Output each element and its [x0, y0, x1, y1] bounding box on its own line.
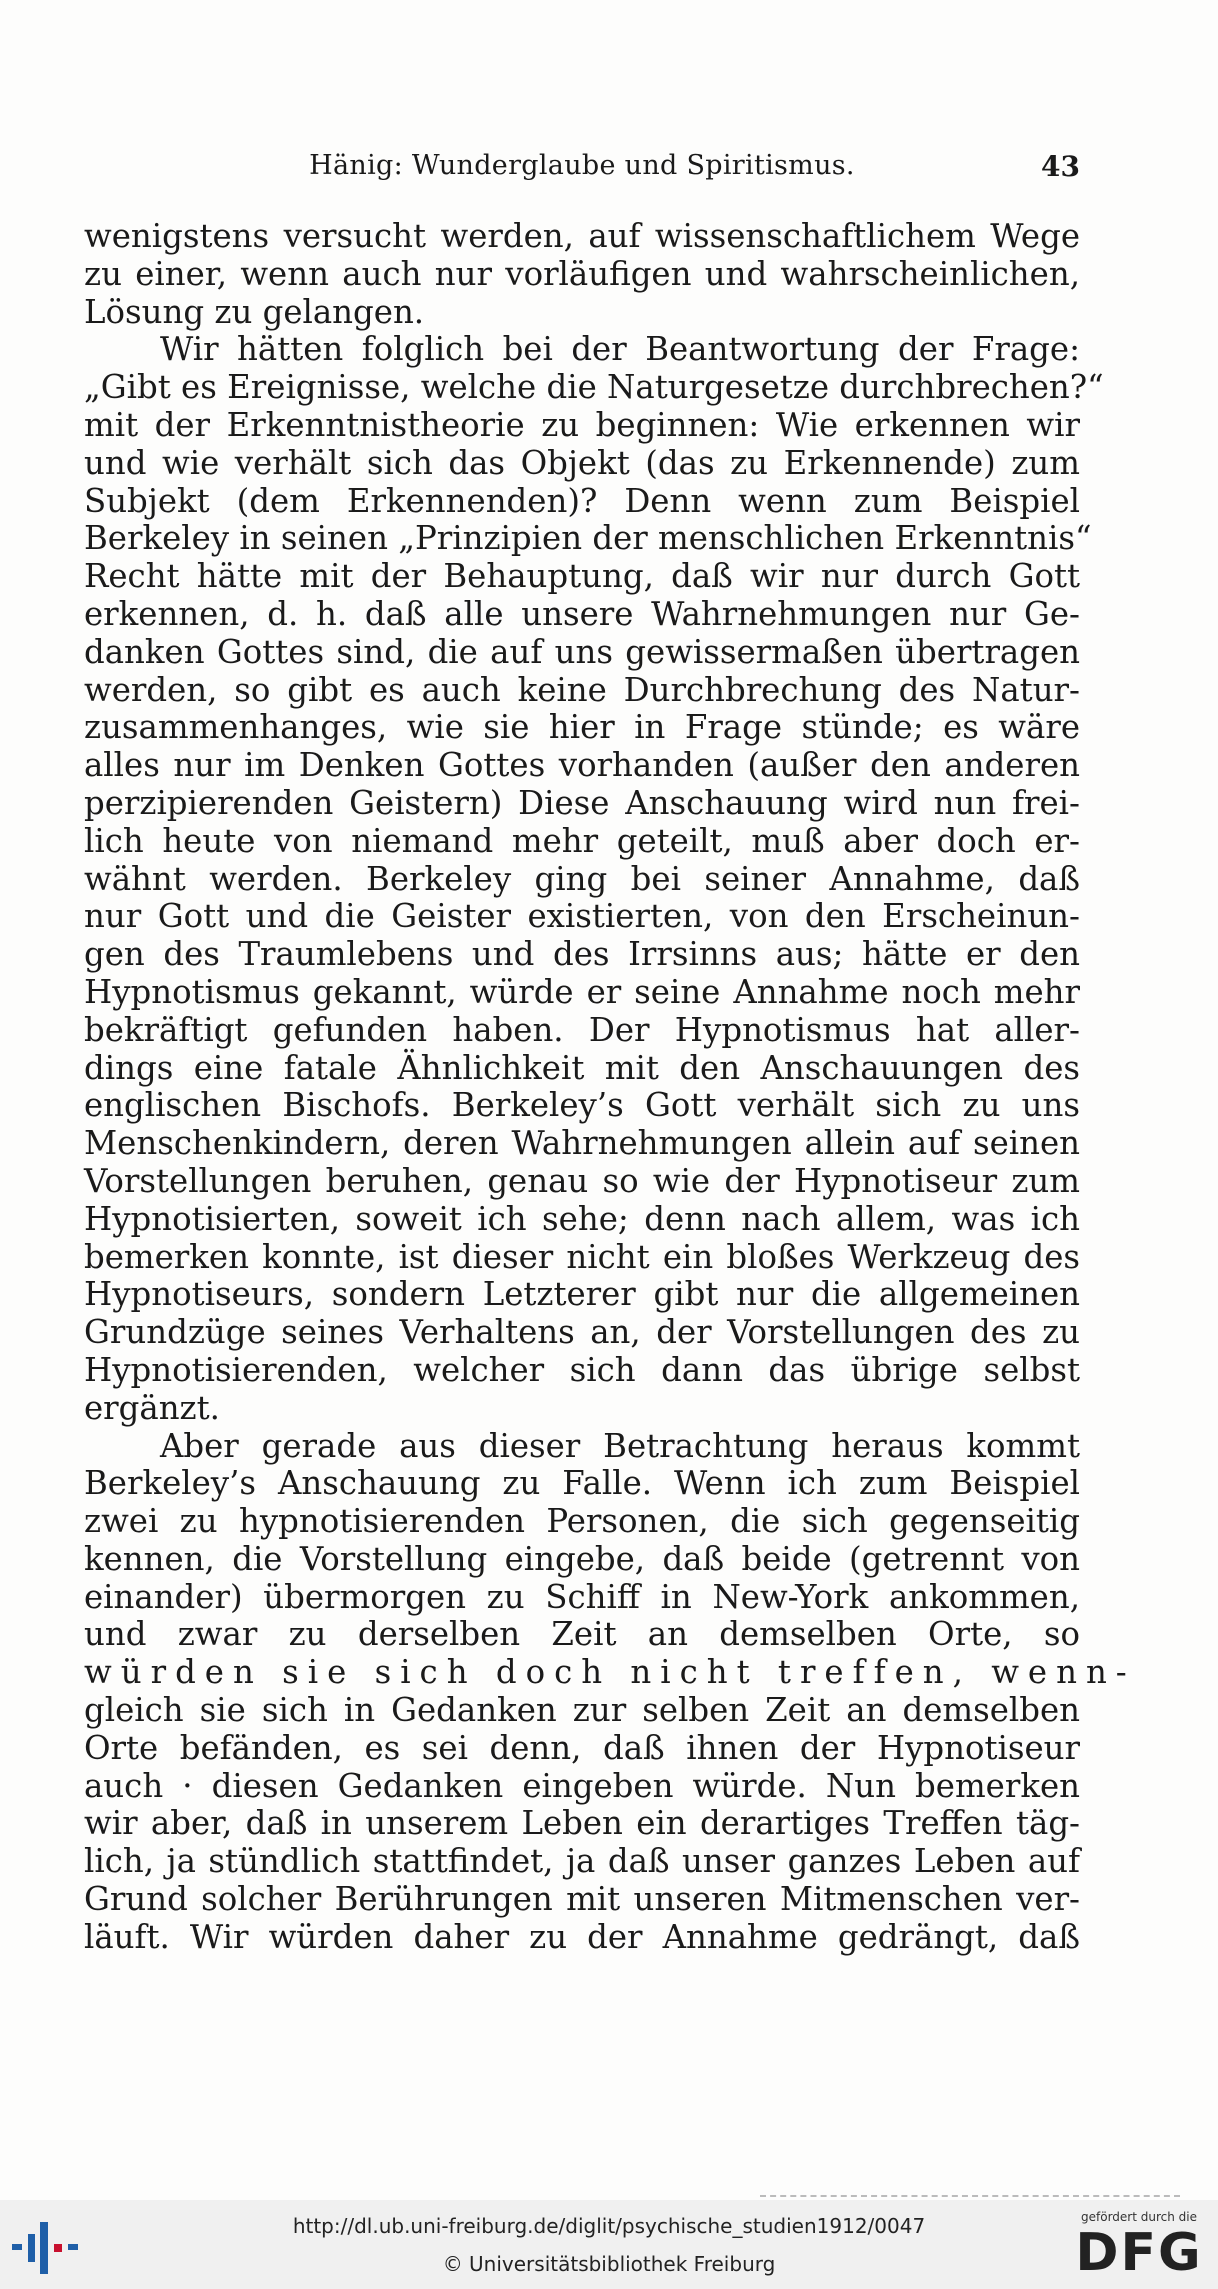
text-line: bemerken konnte, ist dieser nicht ein bloßes Werkzeug des	[84, 1237, 1080, 1276]
text-line: mit der Erkenntnistheorie zu beginnen: Wie erkennen wir	[84, 405, 1080, 444]
text-line: werden, so gibt es auch keine Durchbrechung des Natur-	[84, 670, 1080, 709]
text-line: Recht hätte mit der Behauptung, daß wir nur durch Gott	[84, 557, 1080, 596]
text-line: Wir hätten folglich bei der Beantwortung der Frage:	[160, 330, 1080, 369]
text-line: Hypnotismus gekannt, würde er seine Annahme noch mehr	[84, 972, 1080, 1011]
text-line: Orte befänden, es sei denn, daß ihnen der Hypnotiseur	[84, 1728, 1080, 1767]
text-line: dings eine fatale Ähnlichkeit mit den Anschauungen des	[84, 1048, 1080, 1087]
text-line: zwei zu hypnotisierenden Personen, die sich gegenseitig	[84, 1502, 1080, 1541]
scan-edge-divider	[760, 2195, 1180, 2197]
text-line: Vorstellungen beruhen, genau so wie der Hypnotiseur zum	[84, 1161, 1080, 1200]
text-line: erkennen, d. h. daß alle unsere Wahrnehmungen nur Ge-	[84, 594, 1080, 633]
permalink-url[interactable]: http://dl.ub.uni-freiburg.de/diglit/psychische_studien1912/0047	[292, 2214, 926, 2238]
viewer-footer	[0, 2200, 1218, 2289]
text-line: läuft. Wir würden daher zu der Annahme gedrängt, daß	[84, 1917, 1080, 1956]
dfg-wordmark: DFG	[1075, 2223, 1203, 2283]
text-line: Subjekt (dem Erkennenden)? Denn wenn zum Beispiel	[84, 481, 1080, 520]
text-line: ergänzt.	[84, 1388, 220, 1427]
running-title: Hänig: Wunderglaube und Spiritismus.	[309, 150, 855, 181]
text-line: Lösung zu gelangen.	[84, 292, 425, 331]
text-line: und zwar zu derselben Zeit an demselben Orte, so	[84, 1615, 1080, 1654]
page-number: 43	[1041, 150, 1080, 183]
text-line: einander) übermorgen zu Schiff in New-York ankommen,	[84, 1577, 1080, 1616]
text-line: bekräftigt gefunden haben. Der Hypnotismus hat aller-	[84, 1010, 1080, 1049]
copyright-notice: © Universitätsbibliothek Freiburg	[442, 2252, 776, 2276]
running-head	[84, 150, 1080, 192]
text-line: perzipierenden Geistern) Diese Anschauung wird nun frei-	[84, 783, 1080, 822]
text-line: nur Gott und die Geister existierten, von den Erscheinun-	[84, 897, 1080, 936]
text-line: gen des Traumlebens und des Irrsinns aus; hätte er den	[84, 935, 1080, 974]
text-line: auch · diesen Gedanken eingeben würde. Nun bemerken	[84, 1766, 1080, 1805]
text-line: zusammenhanges, wie sie hier in Frage stünde; es wäre	[84, 708, 1080, 747]
text-line: Grundzüge seines Verhaltens an, der Vorstellungen des zu	[84, 1313, 1080, 1352]
text-line: alles nur im Denken Gottes vorhanden (außer den anderen	[84, 746, 1080, 785]
text-line: würden sie sich doch nicht treffen, wenn-	[84, 1653, 1136, 1692]
text-line: wähnt werden. Berkeley ging bei seiner Annahme, daß	[84, 859, 1080, 898]
text-line: und wie verhält sich das Objekt (das zu Erkennende) zum	[84, 443, 1080, 482]
text-line: gleich sie sich in Gedanken zur selben Zeit an demselben	[84, 1691, 1080, 1730]
text-line: englischen Bischofs. Berkeley’s Gott verhält sich zu uns	[84, 1086, 1080, 1125]
text-line: Hypnotisierenden, welcher sich dann das übrige selbst	[84, 1350, 1080, 1389]
dfg-caption: gefördert durch die	[1081, 2210, 1197, 2224]
text-line: Hypnotiseurs, sondern Letzterer gibt nur die allgemeinen	[84, 1275, 1080, 1314]
text-line: Menschenkindern, deren Wahrnehmungen allein auf seinen	[84, 1124, 1080, 1163]
text-line: Grund solcher Berührungen mit unseren Mitmenschen ver-	[84, 1880, 1080, 1919]
dfg-logo	[1074, 2210, 1204, 2282]
text-line: kennen, die Vorstellung eingebe, daß beide (getrennt von	[84, 1539, 1080, 1578]
text-line: Aber gerade aus dieser Betrachtung heraus kommt	[160, 1426, 1080, 1465]
text-line: Berkeley’s Anschauung zu Falle. Wenn ich zum Beispiel	[84, 1464, 1080, 1503]
text-line: zu einer, wenn auch nur vorläufigen und wahrscheinlichen,	[84, 254, 1080, 293]
text-line: lich, ja stündlich stattfindet, ja daß unser ganzes Leben auf	[84, 1842, 1080, 1881]
text-line: wir aber, daß in unserem Leben ein derartiges Treffen täg-	[84, 1804, 1080, 1843]
text-line: wenigstens versucht werden, auf wissenschaftlichem Wege	[84, 217, 1080, 255]
text-line: danken Gottes sind, die auf uns gewissermaßen übertragen	[84, 632, 1080, 671]
body-text	[84, 217, 1136, 1957]
text-line: „Gibt es Ereignisse, welche die Naturgesetze durchbrechen?“	[84, 368, 1104, 407]
text-line: lich heute von niemand mehr geteilt, muß aber doch er-	[84, 821, 1080, 860]
text-line: Hypnotisierten, soweit ich sehe; denn nach allem, was ich	[84, 1199, 1080, 1238]
text-line: Berkeley in seinen „Prinzipien der menschlichen Erkenntnis“	[84, 519, 1092, 558]
